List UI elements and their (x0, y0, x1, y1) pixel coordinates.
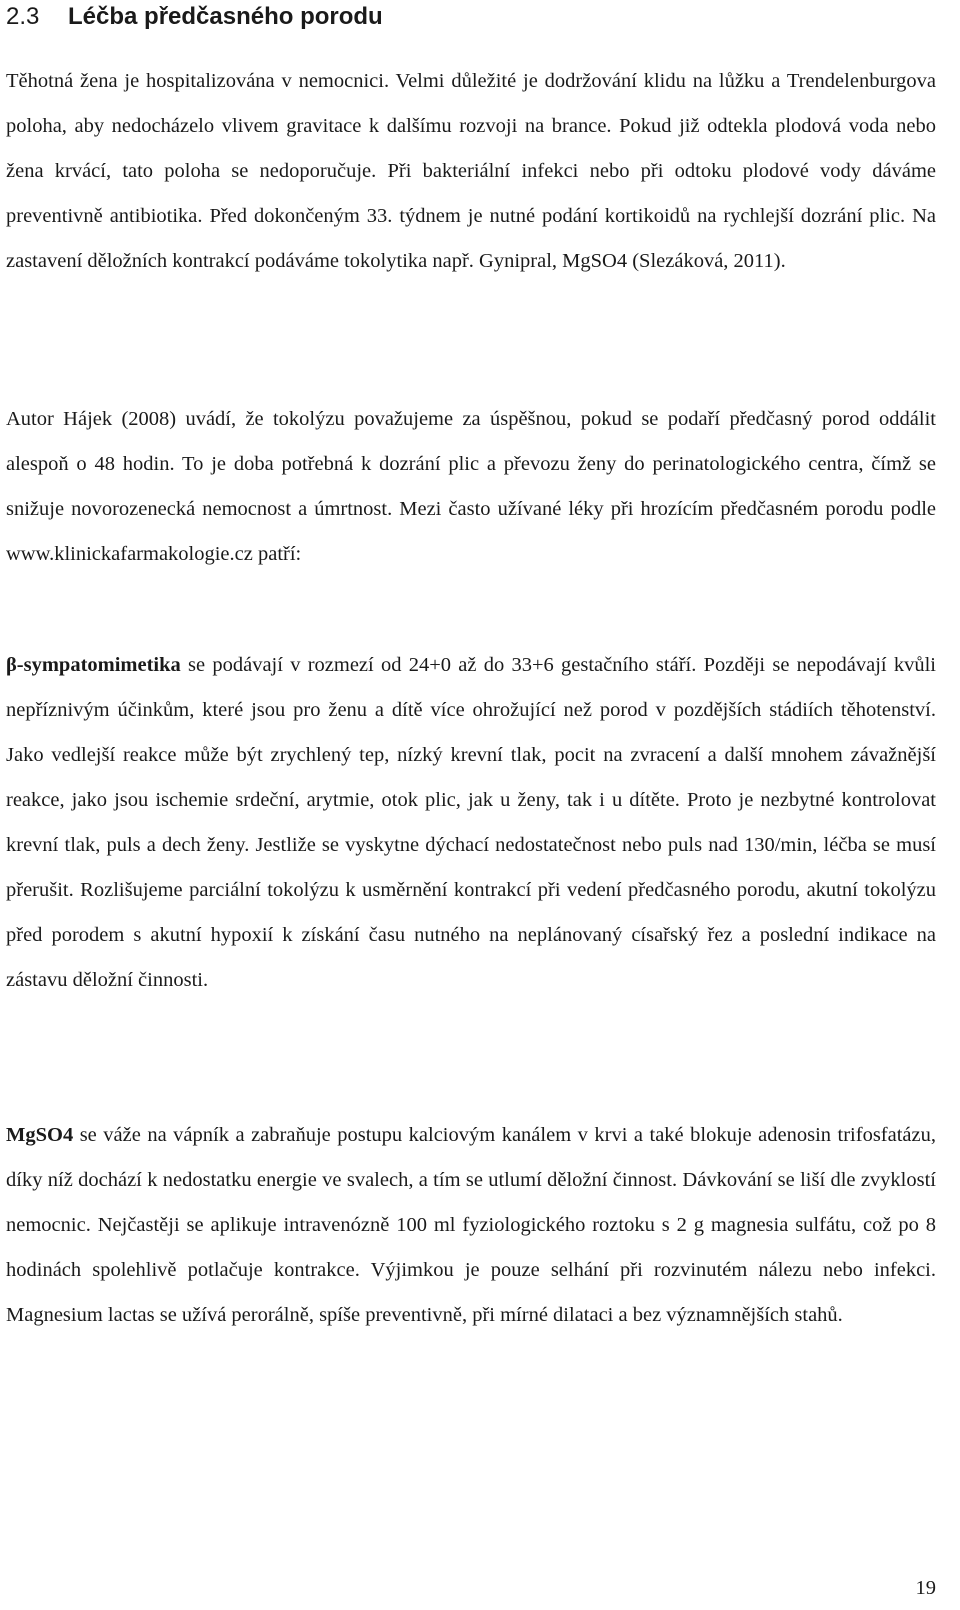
paragraph-mgso4 (6, 1113, 936, 1338)
page-number: 19 (915, 1577, 936, 1599)
paragraph-tocolysis: Autor Hájek (2008) uvádí, že tokolýzu považujeme za úspěšnou, pokud se podaří předčasný porod oddálit alespoň o 48 hodin. To je doba potřebná k dozrání plic a převozu ženy do perinatologického centra, čímž se snižuje novorozenecká nemocnost a úmrtnost. Mezi často užívané léky při hrozícím předčasném porodu podle www.klinickafarmakologie.cz patří: (6, 408, 936, 565)
paragraph-mgso4-text: se váže na vápník a zabraňuje postupu kalciovým kanálem v krvi a také blokuje adenosin trifosfatázu, díky níž dochází k nedostatku energie ve svalech, a tím se utlumí děložní činnost. Dávkování se liší dle zvyklostí nemocnic. Nejčastěji se aplikuje intravenózně 100 ml fyziologického roztoku s 2 g magnesia sulfátu, což po 8 hodinách spolehlivě potlačuje kontrakce. Výjimkou je pouze selhání při rozvinutém nálezu nebo infekci. Magnesium lactas se užívá perorálně, spíše preventivně, při mírné dilataci a bez významnějších stahů. (6, 1124, 936, 1326)
paragraph-beta-sympathomimetics-text: se podávají v rozmezí od 24+0 až do 33+6 gestačního stáří. Později se nepodávají kvůli nepříznivým účinkům, které jsou pro ženu a dítě více ohrožující než porod v pozdějších stádiích těhotenství. Jako vedlejší reakce může být zrychlený tep, nízký krevní tlak, pocit na zvracení a další mnohem závažnější reakce, jako jsou ischemie srdeční, arytmie, otok plic, jak u ženy, tak i u dítěte. Proto je nezbytné kontrolovat krevní tlak, puls a dech ženy. Jestliže se vyskytne dýchací nedostatečnost nebo puls nad 130/min, léčba se musí přerušit. Rozlišujeme parciální tokolýzu k usměrnění kontrakcí při vedení předčasného porodu, akutní tokolýzu před porodem s akutní hypoxií k získání času nutného na neplánovaný císařský řez a poslední indikace na zástavu děložní činnosti. (6, 654, 936, 991)
section-heading (6, 2, 383, 32)
paragraph-beta-sympathomimetics (6, 643, 936, 1003)
section-number: 2.3 (6, 3, 40, 30)
term-mgso4: MgSO4 (6, 1124, 74, 1146)
document-page (6, 0, 936, 1610)
section-title: Léčba předčasného porodu (68, 3, 383, 30)
term-beta-sympathomimetics: β-sympatomimetika (6, 654, 181, 676)
paragraph-hospitalization: Těhotná žena je hospitalizována v nemocnici. Velmi důležité je dodržování klidu na lůžku a Trendelenburgova poloha, aby nedocházelo vlivem gravitace k dalšímu rozvoji na brance. Pokud již odtekla plodová voda nebo žena krvácí, tato poloha se nedoporučuje. Při bakteriální infekci nebo při odtoku plodové vody dáváme preventivně antibiotika. Před dokončeným 33. týdnem je nutné podání kortikoidů na rychlejší dozrání plic. Na zastavení děložních kontrakcí podáváme tokolytika např. Gynipral, MgSO4 (Slezáková, 2011). (6, 70, 936, 272)
